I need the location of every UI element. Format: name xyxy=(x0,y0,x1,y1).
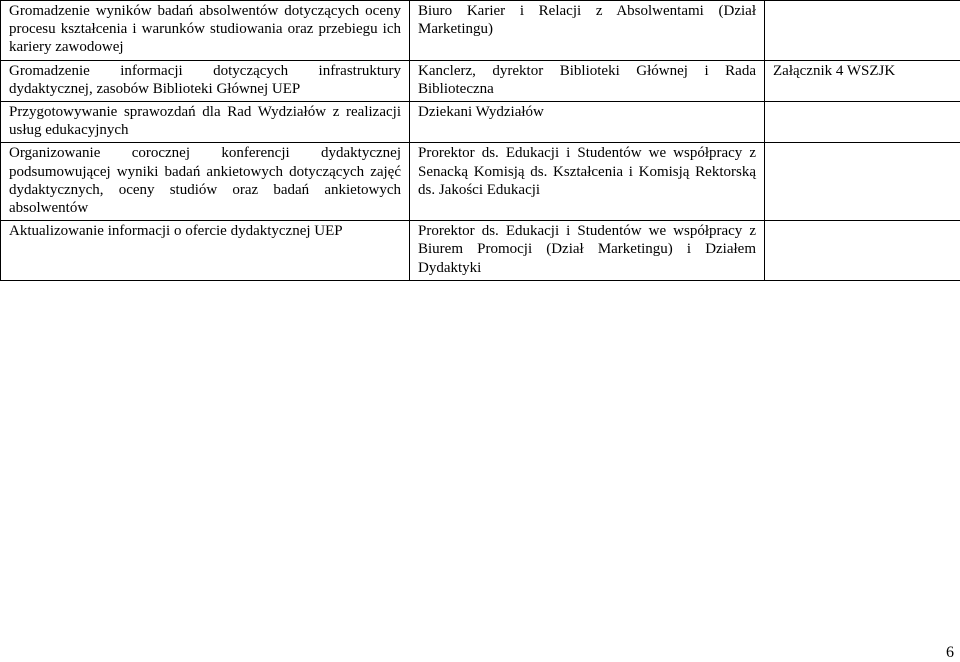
document-cell xyxy=(765,102,960,143)
document-cell xyxy=(765,1,960,61)
task-cell: Gromadzenie informacji dotyczących infrastruktury dydaktycznej, zasobów Biblioteki Głównej UEP xyxy=(1,60,410,101)
document-cell: Załącznik 4 WSZJK xyxy=(765,60,960,101)
table-row xyxy=(1,143,960,221)
page-number: 6 xyxy=(946,644,954,662)
responsibilities-table xyxy=(0,0,960,281)
responsible-unit-cell: Prorektor ds. Edukacji i Studentów we współpracy z Biurem Promocji (Dział Marketingu) i Działem Dydaktyki xyxy=(410,221,765,281)
table-row xyxy=(1,60,960,101)
task-cell: Aktualizowanie informacji o ofercie dydaktycznej UEP xyxy=(1,221,410,281)
responsible-unit-cell: Prorektor ds. Edukacji i Studentów we współpracy z Senacką Komisją ds. Kształcenia i Komisją Rektorską ds. Jakości Edukacji xyxy=(410,143,765,221)
task-cell: Organizowanie corocznej konferencji dydaktycznej podsumowującej wyniki badań ankietowych dotyczących zajęć dydaktycznych, oceny studiów oraz badań ankietowych absolwentów xyxy=(1,143,410,221)
document-cell xyxy=(765,143,960,221)
task-cell: Gromadzenie wyników badań absolwentów dotyczących oceny procesu kształcenia i warunków studiowania oraz przebiegu ich kariery zawodowej xyxy=(1,1,410,61)
responsible-unit-cell: Dziekani Wydziałów xyxy=(410,102,765,143)
table-row xyxy=(1,102,960,143)
responsible-unit-cell: Kanclerz, dyrektor Biblioteki Głównej i Rada Biblioteczna xyxy=(410,60,765,101)
responsible-unit-cell: Biuro Karier i Relacji z Absolwentami (Dział Marketingu) xyxy=(410,1,765,61)
task-cell: Przygotowywanie sprawozdań dla Rad Wydziałów z realizacji usług edukacyjnych xyxy=(1,102,410,143)
table-row xyxy=(1,221,960,281)
table-row xyxy=(1,1,960,61)
document-cell xyxy=(765,221,960,281)
